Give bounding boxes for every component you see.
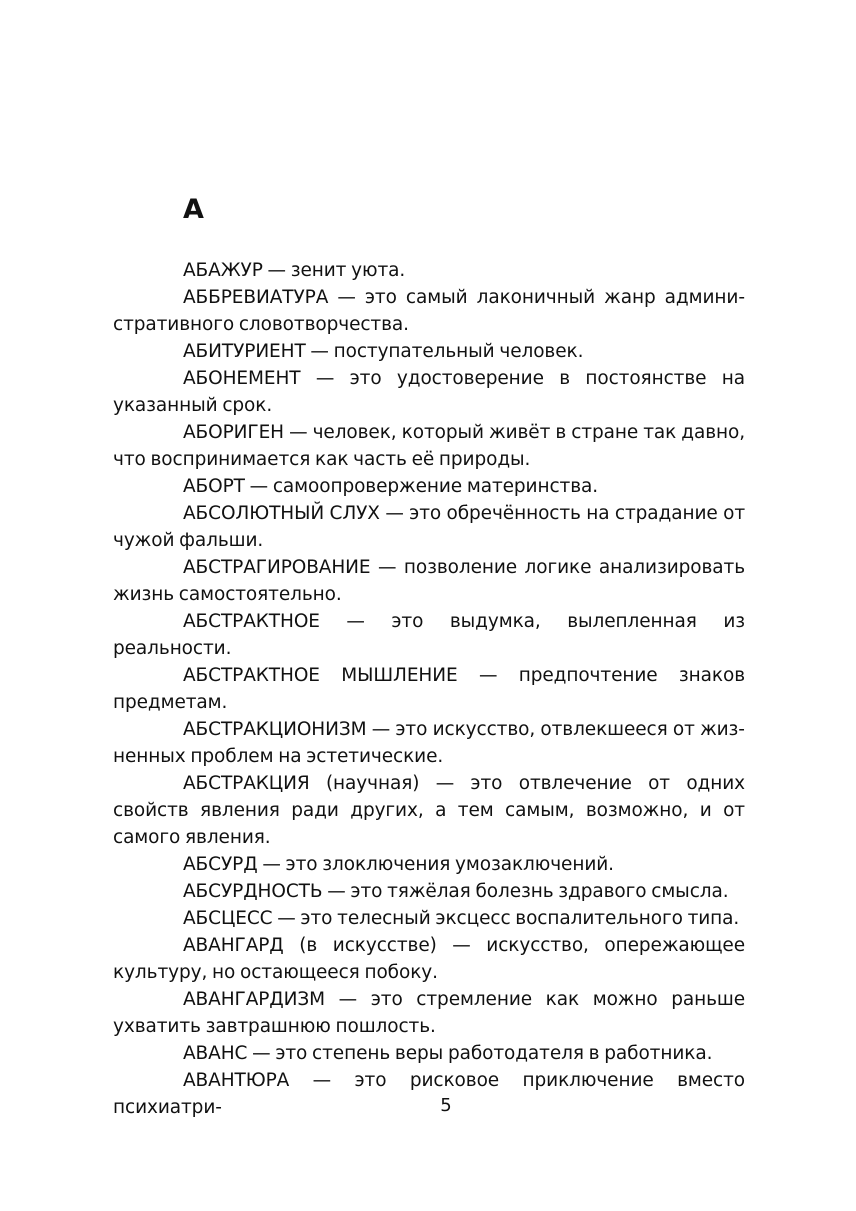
entry-separator: —	[289, 1070, 355, 1091]
entry-definition: позволение логике анализировать жизнь самостоятельно.	[113, 557, 745, 605]
dictionary-entry	[113, 851, 745, 878]
entry-separator: —	[325, 989, 371, 1010]
dictionary-entry	[113, 878, 745, 905]
dictionary-entry	[113, 608, 745, 662]
dictionary-entry	[113, 554, 745, 608]
entry-term: АБОНЕМЕНТ	[183, 368, 301, 389]
entry-separator	[284, 935, 300, 956]
dictionary-entry	[113, 1040, 745, 1067]
entry-definition: (научная) — это отвлечение от одних свойств явления ради других, а тем самым, возможно, и от самого явления.	[113, 773, 746, 848]
entry-separator: —	[328, 287, 365, 308]
dictionary-entry	[113, 986, 745, 1040]
dictionary-entry	[113, 284, 745, 338]
entry-definition: это злоключения умозаключений.	[285, 854, 614, 875]
entry-term: АБСОЛЮТНЫЙ СЛУХ	[183, 503, 380, 524]
entry-term: АБОРТ	[183, 476, 245, 497]
entry-definition: это выдумка, вылепленная из реальности.	[113, 611, 745, 659]
entry-term: АБСУРД	[183, 854, 258, 875]
entry-definition: (в искусстве) — искусство, опережающее культуру, но остающееся побоку.	[113, 935, 745, 983]
entry-term: АБСТРАКТНОЕ	[183, 611, 320, 632]
entry-separator: —	[379, 503, 410, 524]
entry-term: АБСТРАГИРОВАНИЕ	[183, 557, 371, 578]
entry-term: АББРЕВИАТУРА	[183, 287, 329, 308]
entry-term: АБСТРАКТНОЕ МЫШЛЕНИЕ	[183, 665, 458, 686]
entry-definition: это рисковое приключение вместо психиатри-	[113, 1070, 745, 1118]
dictionary-entry	[113, 770, 745, 851]
entry-separator: —	[322, 881, 351, 902]
entry-separator	[310, 773, 326, 794]
dictionary-entry	[113, 932, 745, 986]
entry-term: АБСТРАКЦИОНИЗМ	[183, 719, 367, 740]
entry-definition: зенит уюта.	[290, 260, 406, 281]
page-number: 5	[440, 1095, 452, 1116]
entry-separator: —	[457, 665, 519, 686]
dictionary-entry	[113, 338, 745, 365]
entry-separator: —	[257, 854, 286, 875]
dictionary-entry	[113, 905, 745, 932]
entry-definition: самоопровержение материнства.	[272, 476, 599, 497]
dictionary-entry	[113, 500, 745, 554]
entry-definition: это обречённость на страдание от чужой фальши.	[113, 503, 745, 551]
entry-term: АБСТРАКЦИЯ	[183, 773, 310, 794]
entry-term: АБСУРДНОСТЬ	[183, 881, 323, 902]
entry-term: АБАЖУР	[183, 260, 263, 281]
dictionary-entry	[113, 662, 745, 716]
dictionary-entry	[113, 473, 745, 500]
dictionary-entry	[113, 257, 745, 284]
entry-separator: —	[262, 260, 291, 281]
entry-separator: —	[244, 476, 273, 497]
entry-definition: это тяжёлая болезнь здравого смысла.	[350, 881, 729, 902]
entry-separator: —	[366, 719, 396, 740]
entry-separator: —	[272, 908, 301, 929]
dictionary-entry	[113, 365, 745, 419]
entry-term: АБСЦЕСС	[183, 908, 273, 929]
entry-separator: —	[284, 422, 313, 443]
entry-definition: поступательный человек.	[333, 341, 584, 362]
entry-separator: —	[319, 611, 392, 632]
entry-term: АВАНТЮРА	[183, 1070, 290, 1091]
entry-separator: —	[370, 557, 404, 578]
entry-definition: это телесный эксцесс воспалительного типа.	[300, 908, 740, 929]
entry-definition: это искусство, отвлекшееся от жизненных проблем на эстетические.	[113, 719, 745, 767]
entry-separator: —	[300, 368, 350, 389]
entry-term: АБИТУРИЕНТ	[183, 341, 306, 362]
dictionary-entry	[113, 716, 745, 770]
dictionary-entry	[113, 419, 745, 473]
entry-term: АВАНГАРДИЗМ	[183, 989, 326, 1010]
entry-definition: это самый лаконичный жанр административного словотворчества.	[113, 287, 745, 335]
entry-definition: человек, который живёт в стране так давно, что воспринимается как часть её природы.	[113, 422, 745, 470]
entry-definition: это стремление как можно раньше ухватить завтрашнюю пошлость.	[113, 989, 745, 1037]
entry-definition: это степень веры работодателя в работника.	[275, 1043, 713, 1064]
entry-definition: предпочтение знаков предметам.	[113, 665, 745, 713]
dictionary-entries	[113, 257, 745, 1121]
entry-separator: —	[305, 341, 334, 362]
entry-separator: —	[247, 1043, 276, 1064]
entry-term: АВАНС	[183, 1043, 248, 1064]
entry-definition: это удостоверение в постоянстве на указанный срок.	[113, 368, 745, 416]
section-letter-heading: А	[183, 194, 204, 225]
entry-term: АБОРИГЕН	[183, 422, 284, 443]
entry-term: АВАНГАРД	[183, 935, 284, 956]
